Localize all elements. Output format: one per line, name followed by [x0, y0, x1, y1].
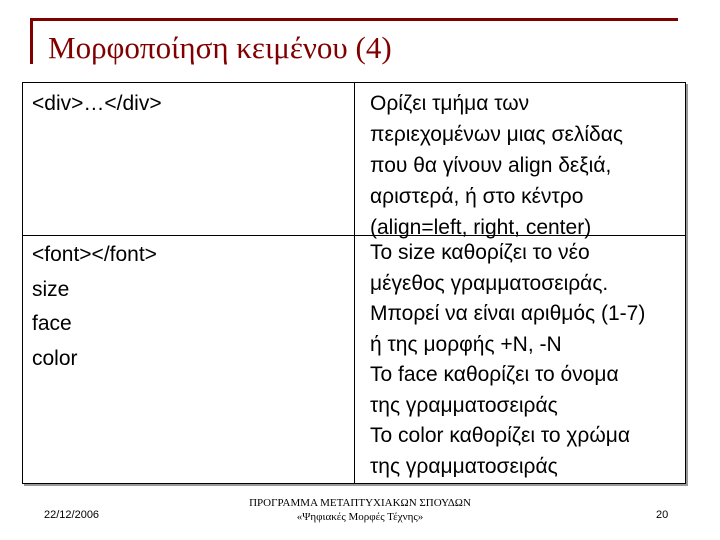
- row2-tag: <font></font>: [32, 243, 157, 266]
- row2-right-cell: [370, 238, 645, 482]
- row1-desc-line: περιεχομένων μιας σελίδας: [370, 123, 623, 146]
- row1-desc-line: αριστερά, ή στο κέντρο: [370, 185, 584, 208]
- footer-date: 22/12/2006: [44, 509, 100, 521]
- slide-title: Μορφοποίηση κειμένου (4): [48, 30, 392, 65]
- row1-right-cell: [370, 88, 623, 243]
- table-border-right: [685, 82, 686, 484]
- page-number: 20: [656, 509, 669, 521]
- table-shadow-bottom: [24, 484, 688, 486]
- title-frame-left: [30, 18, 33, 64]
- content-table: [22, 82, 686, 484]
- row2-desc-line: Το face καθορίζει το όνομα: [370, 363, 619, 386]
- table-border-left: [22, 82, 23, 484]
- row2-desc-line: Το color καθορίζει το χρώμα: [370, 424, 630, 447]
- footer-program: [200, 496, 520, 524]
- row2-desc-line: To size καθορίζει το νέο: [370, 241, 590, 264]
- table-column-divider: [354, 82, 355, 484]
- row2-desc-line: μέγεθος γραμματοσειράς.: [370, 271, 609, 295]
- row1-desc-line: που θα γίνουν align δεξιά,: [370, 154, 612, 177]
- title-frame-top: [30, 18, 678, 21]
- row2-attribute: size: [32, 277, 70, 301]
- row1-desc-line: Ορίζει τμήμα των: [370, 92, 530, 115]
- footer-program-line2: «Ψηφιακές Μορφές Τέχνης»: [296, 511, 424, 523]
- row1-desc-line: (align=left, right, center): [370, 216, 592, 239]
- row2-attribute: color: [32, 346, 78, 370]
- row2-desc-line: της γραμματοσειράς: [370, 393, 558, 417]
- row1-left-cell: [32, 88, 162, 119]
- footer-program-line1: ΠΡΟΓΡΑΜΜΑ ΜΕΤΑΠΤΥΧΙΑΚΩΝ ΣΠΟΥΔΩΝ: [249, 497, 471, 509]
- table-shadow-right: [686, 84, 688, 486]
- row2-desc-line: της γραμματοσειράς: [370, 454, 558, 478]
- row2-desc-line: Μπορεί να είναι αριθμός (1-7): [370, 302, 646, 325]
- row2-desc-line: ή της μορφής +N, -N: [370, 332, 562, 356]
- row1-tag: <div>…</div>: [32, 92, 162, 115]
- row2-left-cell: [32, 238, 157, 376]
- row2-attribute: face: [32, 312, 72, 335]
